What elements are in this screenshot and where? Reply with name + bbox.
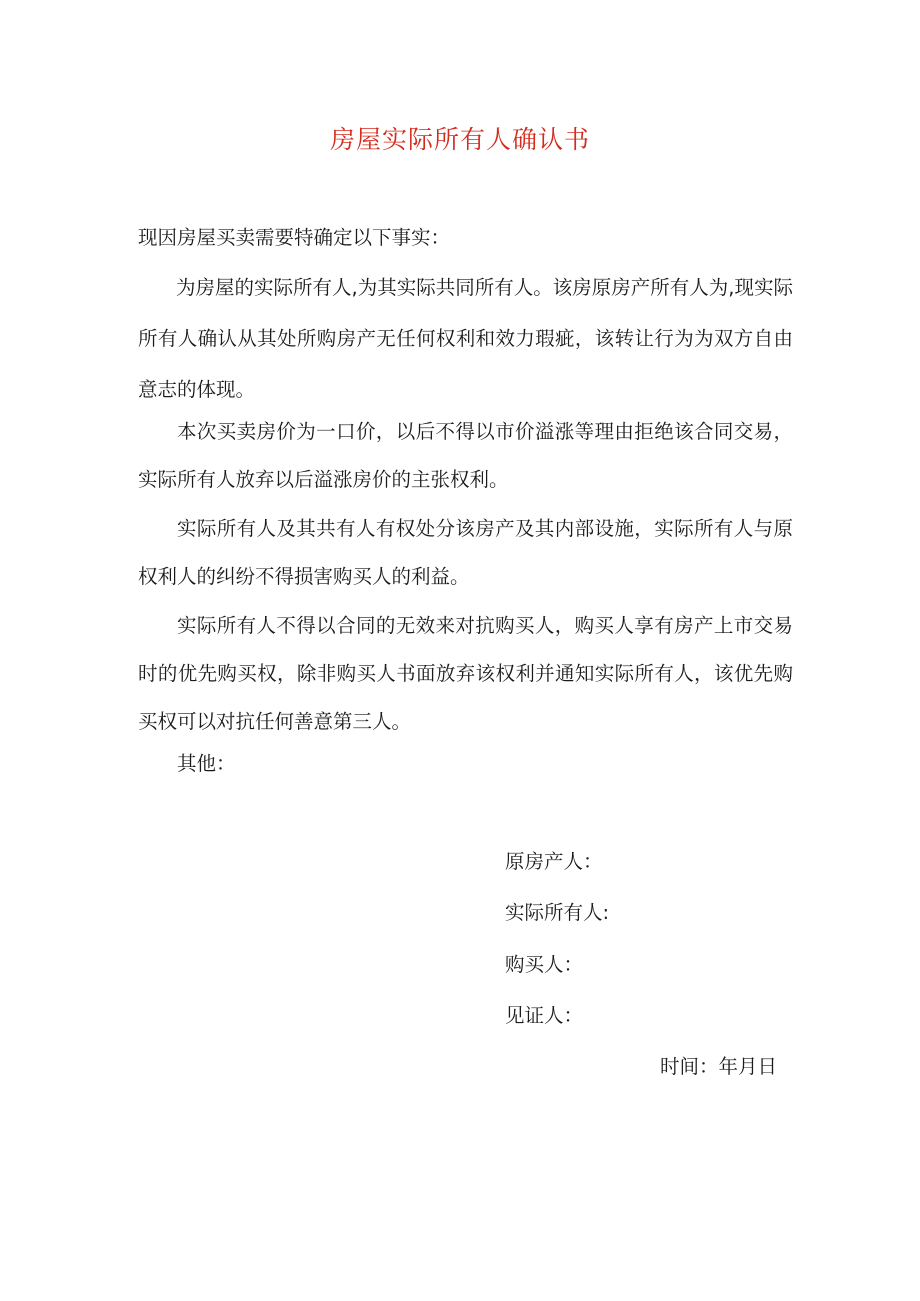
paragraph-1-container (138, 262, 793, 415)
paragraph-3-container (138, 505, 793, 601)
signature-actual-owner: 实际所有人: (505, 901, 610, 924)
date-line: 时间：年月日 (660, 1055, 778, 1078)
signature-witness: 见证人： (505, 1004, 584, 1027)
intro-text: 现因房屋买卖需要特确定以下事实： (138, 226, 451, 249)
paragraph-2: 本次买卖房价为一口价，以后不得以市价溢涨等理由拒绝该合同交易，实际所有人放弃以后溢涨房价的主张权利。 (138, 420, 793, 491)
paragraph-4-container (138, 602, 793, 746)
paragraph-3: 实际所有人及其共有人有权处分该房产及其内部设施，实际所有人与原权利人的纠纷不得损害购买人的利益。 (138, 517, 793, 588)
paragraph-2-container (138, 408, 793, 504)
signature-buyer: 购买人： (505, 953, 584, 976)
paragraph-5-container (138, 740, 793, 788)
document-title: 房屋实际所有人确认书 (329, 125, 590, 154)
paragraph-other: 其他： (177, 752, 236, 775)
signature-original-owner: 原房产人： (505, 850, 603, 873)
paragraph-4: 实际所有人不得以合同的无效来对抗购买人，购买人享有房产上市交易时的优先购买权，除非购买人书面放弃该权利并通知实际所有人，该优先购买权可以对抗任何善意第三人。 (138, 614, 793, 733)
paragraph-1: 为房屋的实际所有人,为其实际共同所有人。该房原房产所有人为,现实际所有人确认从其处所购房产无任何权利和效力瑕疵，该转让行为为双方自由意志的体现。 (138, 276, 793, 401)
